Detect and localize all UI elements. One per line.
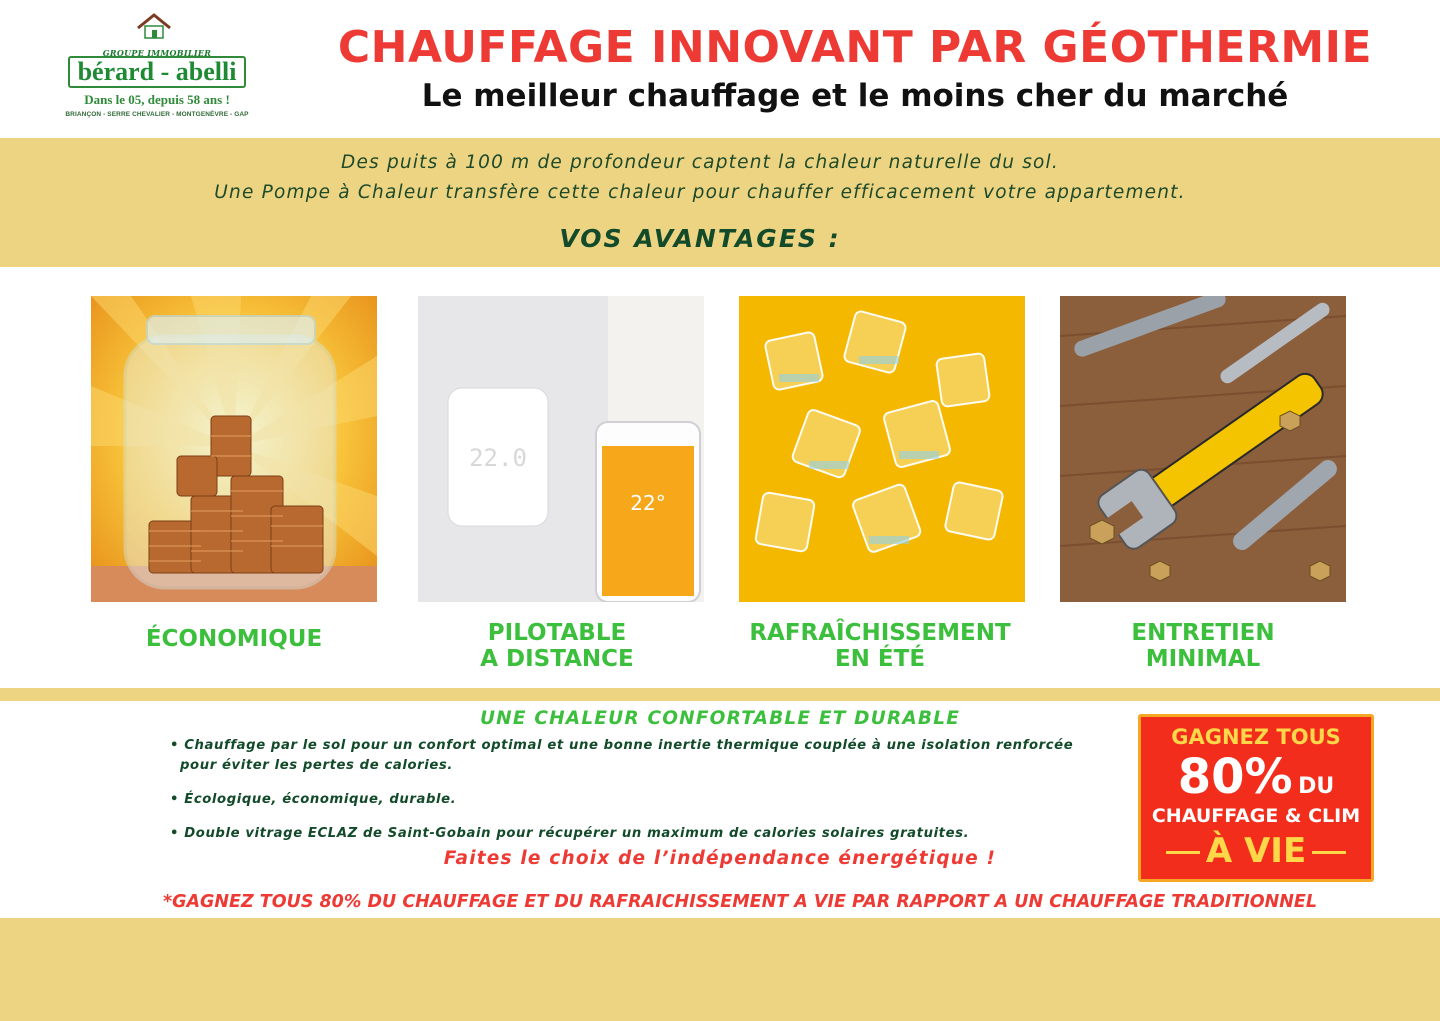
- intro-line-1: Des puits à 100 m de profondeur captent la chaleur naturelle du sol.: [341, 152, 1059, 173]
- comfort-heading: UNE CHALEUR CONFORTABLE ET DURABLE: [479, 708, 961, 729]
- badge-line4-text: À VIE: [1205, 831, 1307, 871]
- savings-badge: [1138, 714, 1374, 882]
- advantage-maintenance-line2: MINIMAL: [1145, 646, 1261, 672]
- advantage-remote-line2: A DISTANCE: [480, 646, 634, 672]
- bullet-ecological: • Écologique, économique, durable.: [168, 790, 1108, 810]
- badge-line4: [1141, 831, 1371, 871]
- logo-tagline: Dans le 05, depuis 58 ans !: [84, 92, 230, 107]
- coin-jar-image: [91, 296, 377, 602]
- badge-line1: GAGNEZ TOUS: [1171, 725, 1341, 749]
- intro-text: [0, 148, 1400, 208]
- intro-band: [0, 138, 1440, 267]
- badge-percent: 80%: [1177, 749, 1293, 805]
- badge-rule-right: [1312, 851, 1346, 854]
- intro-line-2: Une Pompe à Chaleur transfère cette chaleur pour chauffer efficacement votre appartement.: [214, 182, 1186, 203]
- header: [0, 0, 1440, 138]
- advantage-cooling-line1: RAFRAÎCHISSEMENT: [749, 620, 1011, 646]
- advantage-maintenance-line1: ENTRETIEN: [1131, 620, 1275, 646]
- section-divider: [0, 688, 1440, 701]
- thermostat-phone-image: [418, 296, 704, 602]
- logo-name: bérard - abelli: [68, 56, 246, 88]
- bottom-band: [0, 918, 1440, 1021]
- badge-rule-left: [1166, 851, 1200, 854]
- advantage-remote-line1: PILOTABLE: [487, 620, 627, 646]
- advantage-cooling-line2: EN ÉTÉ: [834, 646, 926, 672]
- advantage-maintenance-label: [1043, 620, 1363, 672]
- advantage-economic-label: [74, 626, 394, 652]
- footnote: *GAGNEZ TOUS 80% DU CHAUFFAGE ET DU RAFRAICHISSEMENT A VIE PAR RAPPORT A UN CHAUFFAGE TRADITIONNEL: [162, 892, 1317, 912]
- bullet-double-glazing: • Double vitrage ECLAZ de Saint-Gobain pour récupérer un maximum de calories solaires gratuites.: [168, 824, 1108, 844]
- page-title: CHAUFFAGE INNOVANT PAR GÉOTHERMIE: [337, 22, 1373, 73]
- bullet-floor-heating: • Chauffage par le sol pour un confort optimal et une bonne inertie thermique couplée à une isolation renforcée pour éviter les pertes de calories.: [168, 736, 1108, 776]
- badge-line2: [1141, 749, 1371, 805]
- logo-cities: BRIANÇON - SERRE CHEVALIER - MONTGENÈVRE - GAP: [65, 111, 249, 118]
- page-subtitle: Le meilleur chauffage et le moins cher du marché: [421, 78, 1289, 114]
- logo-group-text: GROUPE IMMOBILIER: [102, 48, 212, 58]
- wrench-tools-image: [1060, 296, 1346, 602]
- badge-line3: CHAUFFAGE & CLIM: [1151, 805, 1361, 827]
- advantage-cooling-label: [720, 620, 1040, 672]
- phone-reading: 22°: [630, 491, 666, 515]
- company-logo[interactable]: [62, 12, 252, 122]
- advantages-heading: VOS AVANTAGES :: [559, 224, 841, 253]
- ice-cubes-image: [739, 296, 1025, 602]
- energy-independence-cta: Faites le choix de l’indépendance énergétique !: [443, 848, 997, 869]
- comfort-bullet-list: [168, 736, 1108, 858]
- house-icon: [134, 12, 174, 40]
- advantage-remote-label: [397, 620, 717, 672]
- thermostat-reading: 22.0: [469, 444, 527, 472]
- badge-du: DU: [1298, 774, 1335, 799]
- advantage-economic-line1: ÉCONOMIQUE: [145, 626, 323, 652]
